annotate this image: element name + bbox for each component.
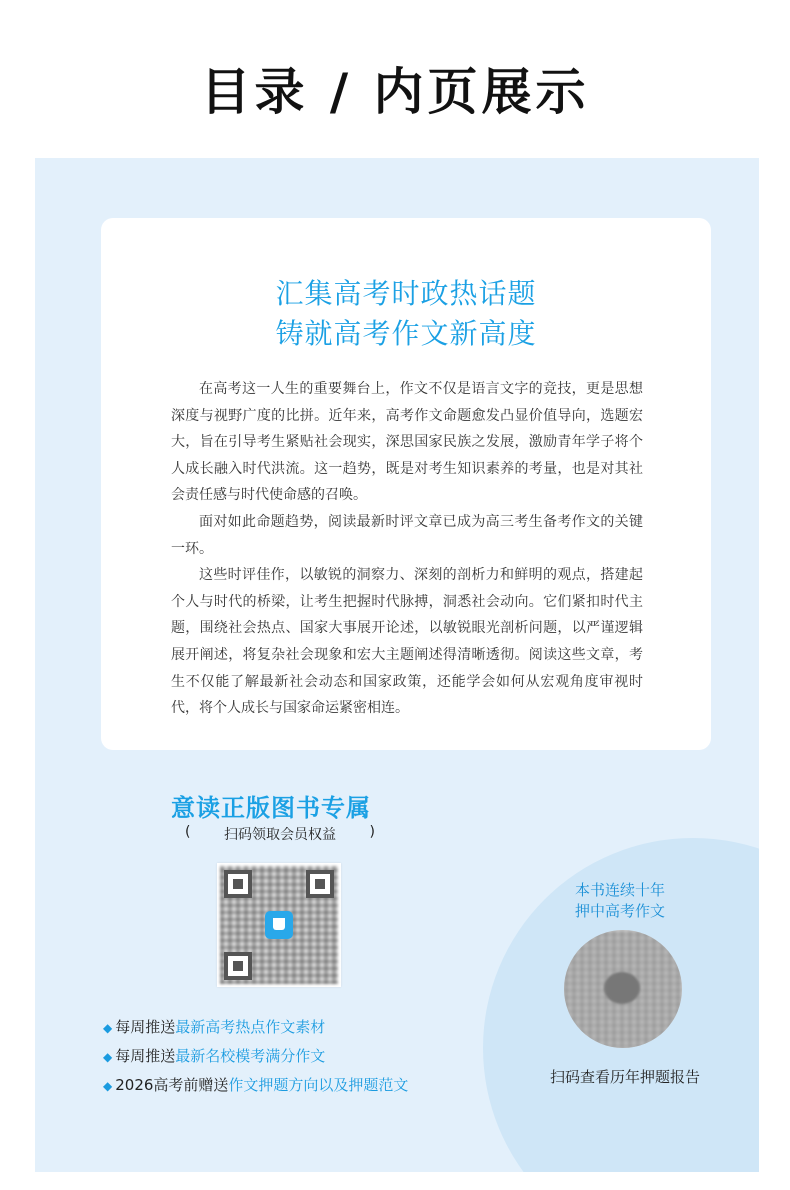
diamond-bullet-icon: ◆ <box>103 1021 113 1035</box>
promo-title: 意读正版图书专属 <box>171 794 371 822</box>
bullet-highlight: 最新名校模考满分作文 <box>175 1047 326 1065</box>
report-title-line1: 本书连续十年 <box>574 881 665 899</box>
bullet-highlight: 作文押题方向以及押题范文 <box>228 1076 409 1094</box>
diamond-bullet-icon: ◆ <box>103 1079 113 1093</box>
paren-open: ( <box>185 824 191 840</box>
report-title-line2: 押中高考作文 <box>574 902 665 920</box>
card-body <box>171 376 643 722</box>
bullet-prefix: 每周推送 <box>115 1018 176 1036</box>
paren-close: ) <box>369 824 375 840</box>
paragraph: 在高考这一人生的重要舞台上，作文不仅是语言文字的竞技，更是思想深度与视野广度的比拼。近年来，高考作文命题愈发凸显价值导向，选题宏大，旨在引导考生紧贴社会现实，深思国家民族之发展，激励青年学子将个人成长融入时代洪流。这一趋势，既是对考生知识素养的考量，也是对其社会责任感与时代使命感的召唤。 <box>171 381 643 504</box>
report-caption: 扫码查看历年押题报告 <box>549 1068 700 1086</box>
bullet-prefix: 2026高考前赠送 <box>115 1076 229 1094</box>
qr-finder-icon <box>224 870 252 898</box>
qr-finder-icon <box>224 952 252 980</box>
qr-finder-icon <box>306 870 334 898</box>
list-item <box>103 1042 408 1071</box>
page-heading: 目录 / 内页展示 <box>200 63 590 121</box>
member-qr-code-icon[interactable] <box>217 863 341 987</box>
promo-subtitle <box>185 824 375 844</box>
paragraph: 这些时评佳作，以敏锐的洞察力、深刻的剖析力和鲜明的观点，搭建起个人与时代的桥梁，让考生把握时代脉搏，洞悉社会动向。它们紧扣时代主题，围绕社会热点、国家大事展开论述，以敏锐眼光剖析问题，以严谨逻辑展开阐述，将复杂社会现象和宏大主题阐述得清晰透彻。阅读这些文章，考生不仅能了解最新社会动态和国家政策，还能学会如何从宏观角度审视时代，将个人成长与国家命运紧密相连。 <box>171 567 643 717</box>
report-qr-code-icon[interactable] <box>564 930 682 1048</box>
bullet-prefix: 每周推送 <box>115 1047 176 1065</box>
book-logo-icon <box>265 911 293 939</box>
card-title-line1: 汇集高考时政热话题 <box>275 277 537 310</box>
benefit-list <box>103 1013 408 1100</box>
list-item <box>103 1071 408 1100</box>
card-title-line2: 铸就高考作文新高度 <box>275 317 537 350</box>
paragraph: 面对如此命题趋势，阅读最新时评文章已成为高三考生备考作文的关键一环。 <box>171 513 643 557</box>
qr-center-logo-icon <box>604 972 640 1004</box>
content-panel <box>35 158 759 1172</box>
diamond-bullet-icon: ◆ <box>103 1050 113 1064</box>
report-title <box>545 880 695 922</box>
list-item <box>103 1013 408 1042</box>
bullet-highlight: 最新高考热点作文素材 <box>175 1018 326 1036</box>
intro-card <box>101 218 711 750</box>
promo-subtitle-text: 扫码领取会员权益 <box>224 827 336 843</box>
